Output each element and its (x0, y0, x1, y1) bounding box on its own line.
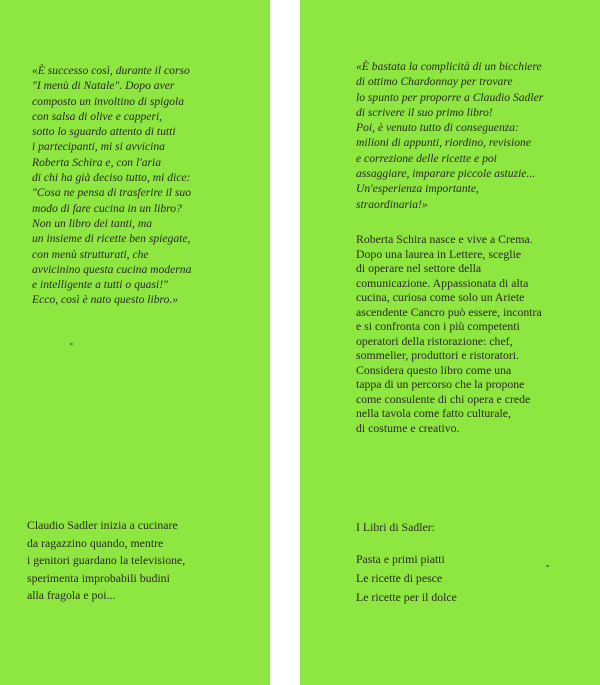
text-line: comunicazione. Appassionata di alta (356, 275, 529, 290)
print-speck (70, 343, 73, 345)
text-line: Le ricette per il dolce (356, 590, 457, 604)
text-line: i partecipanti, mi si avvicina (32, 140, 165, 154)
sadler-quote (32, 63, 191, 308)
text-line: e correzione delle ricette e poi (356, 151, 497, 165)
books-heading: I Libri di Sadler: (356, 520, 435, 534)
text-line: e si confronta con i più competenti (356, 319, 520, 333)
text-line: alla fragola e poi... (27, 588, 116, 602)
text-line: cucina, curiosa come solo un Ariete (356, 290, 525, 304)
text-line: lo spunto per proporre a Claudio Sadler (356, 90, 544, 104)
text-line: Pasta e primi piatti (356, 552, 445, 566)
schira-quote (356, 59, 543, 212)
sadler-bio (27, 517, 185, 605)
text-line: Non un libro dei tanti, ma (32, 216, 153, 230)
text-line: ascendente Cancro può essere, incontra (356, 304, 542, 319)
text-line: nella tavola come fatto culturale, (356, 406, 511, 420)
text-line: «È bastata la complicità di un bicchiere (356, 60, 542, 73)
text-line: Claudio Sadler inizia a cucinare (27, 518, 178, 532)
text-line: Un'esperienza importante, (356, 182, 479, 196)
text-line: «È successo così, durante il corso (32, 64, 190, 77)
text-line: un insieme di ricette ben spiegate, (32, 232, 191, 246)
text-line: di chi ha già deciso tutto, mi dice: (32, 171, 191, 185)
text-line: da ragazzino quando, mentre (27, 535, 164, 550)
text-line: straordinaria!» (356, 197, 428, 211)
text-line: tappa di un percorso che la propone (356, 377, 525, 391)
text-line: con salsa di olive e capperi, (32, 109, 163, 123)
text-line: di operare nel settore della (356, 261, 482, 275)
print-speck (546, 565, 549, 567)
text-line: assaggiare, imparare piccole astuzie... (356, 167, 536, 181)
schira-bio (356, 232, 542, 435)
text-line: Considera questo libro come una (356, 362, 512, 377)
text-line: di scrivere il suo primo libro! (356, 105, 493, 119)
left-flap (0, 0, 270, 685)
text-line: "Cosa ne pensa di trasferire il suo (32, 186, 192, 200)
text-line: con menù strutturati, che (32, 247, 149, 261)
text-line: milioni di appunti, riordino, revisione (356, 136, 531, 150)
text-line: operatori della ristorazione: chef, (356, 333, 513, 348)
text-line: di ottimo Chardonnay per trovare (356, 75, 513, 89)
text-line: composto un involtino di spigola (32, 94, 185, 108)
text-line: sotto lo sguardo attento di tutti (32, 125, 176, 139)
books-list (356, 550, 457, 607)
text-line: e intelligente a tutti o quasi!" (32, 278, 168, 292)
text-line: sperimenta improbabili budini (27, 570, 170, 585)
text-line: Roberta Schira e, con l'aria (32, 155, 162, 169)
text-line: sommelier, produttori e ristoratori. (356, 348, 520, 362)
text-line: come consulente di chi opera e crede (356, 391, 531, 406)
text-line: Poi, è venuto tutto di conseguenza: (356, 121, 519, 135)
text-line: di costume e creativo. (356, 420, 460, 435)
text-line: avvicinino questa cucina moderna (32, 262, 192, 276)
right-flap (300, 0, 600, 685)
text-line: modo di fare cucina in un libro? (32, 201, 182, 215)
text-line: Dopo una laurea in Lettere, sceglie (356, 246, 522, 261)
text-line: Roberta Schira nasce e vive a Crema. (356, 232, 533, 246)
text-line: "I menù di Natale". Dopo aver (32, 79, 175, 93)
text-line: Ecco, così è nato questo libro.» (32, 293, 179, 307)
text-line: i genitori guardano la televisione, (27, 553, 186, 567)
text-line: Le ricette di pesce (356, 571, 443, 585)
